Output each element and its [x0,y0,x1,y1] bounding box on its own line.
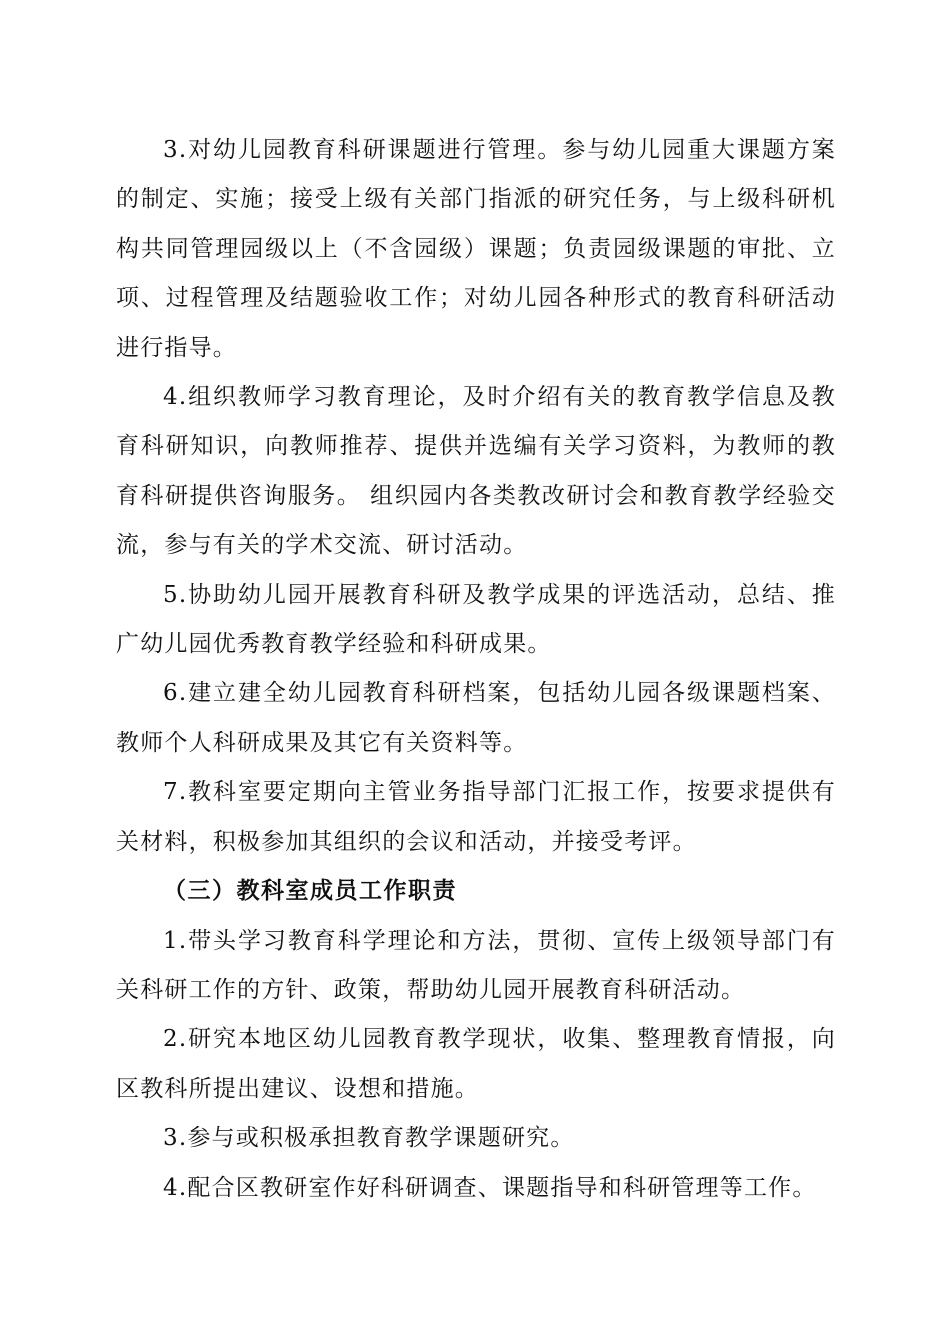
paragraph-item-5: 5.协助幼儿园开展教育科研及教学成果的评选活动，总结、推广幼儿园优秀教育教学经验和科研成果。 [116,581,836,658]
member-duty-1: 1.带头学习教育科学理论和方法，贯彻、宣传上级领导部门有关科研工作的方针、政策，帮助幼儿园开展教育科研活动。 [116,927,836,1003]
paragraph-item-7: 7.教科室要定期向主管业务指导部门汇报工作，按要求提供有关材料，积极参加其组织的会议和活动，并接受考评。 [116,779,836,855]
member-duty-4: 4.配合区教研室作好科研调查、课题指导和科研管理等工作。 [163,1174,817,1201]
member-duty-3: 3.参与或积极承担教育教学课题研究。 [163,1125,575,1152]
paragraph-item-3: 3.对幼儿园教育科研课题进行管理。参与幼儿园重大课题方案的制定、实施；接受上级有关部门指派的研究任务，与上级科研机构共同管理园级以上（不含园级）课题；负责园级课题的审批、立项、过程管理及结题验收工作；对幼儿园各种形式的教育科研活动进行指导。 [116,137,836,361]
member-duty-2: 2.研究本地区幼儿园教育教学现状，收集、整理教育情报，向区教科所提出建议、设想和措施。 [116,1026,836,1102]
paragraph-item-6: 6.建立建全幼儿园教育科研档案，包括幼儿园各级课题档案、教师个人科研成果及其它有关资料等。 [116,680,836,756]
document-body [116,126,836,1213]
section-heading: （三）教科室成员工作职责 [163,878,457,905]
paragraph-item-4: 4.组织教师学习教育理论，及时介绍有关的教育教学信息及教育科研知识，向教师推荐、提供并选编有关学习资料，为教师的教育科研提供咨询服务。 组织园内各类教改研讨会和教育教学经验交流，参与有关的学术交流、研讨活动。 [116,384,836,559]
